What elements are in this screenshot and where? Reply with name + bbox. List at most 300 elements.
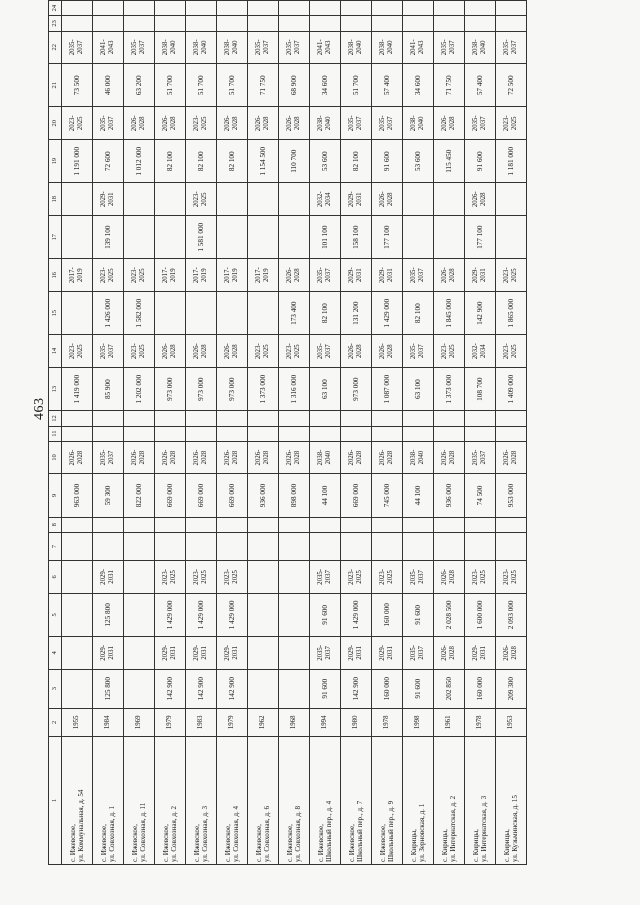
rotated-table-wrapper xyxy=(48,0,608,865)
table-cell xyxy=(310,532,341,560)
table-cell xyxy=(62,561,93,594)
table-cell xyxy=(496,216,527,259)
table-cell xyxy=(217,1,248,16)
table-cell: 91 600 xyxy=(465,140,496,183)
table-cell: 2029- 2031 xyxy=(465,259,496,292)
table-cell xyxy=(279,411,310,426)
table-cell: 158 100 xyxy=(341,216,372,259)
table-cell xyxy=(124,426,155,441)
table-cell: 669 000 xyxy=(186,474,217,517)
table-cell: 2035- 2037 xyxy=(93,335,124,368)
table-cell: 110 700 xyxy=(279,140,310,183)
table-cell xyxy=(248,517,279,532)
table-cell: 2026- 2028 xyxy=(217,441,248,474)
table-cell xyxy=(434,1,465,16)
table-cell: 51 700 xyxy=(341,64,372,107)
column-header: 20 xyxy=(49,107,62,140)
table-cell xyxy=(186,426,217,441)
table-cell: 63 100 xyxy=(403,367,434,410)
table-cell: 898 000 xyxy=(279,474,310,517)
table-cell: 91 600 xyxy=(403,593,434,636)
table-cell: 2026- 2028 xyxy=(155,441,186,474)
table-cell: 2023- 2025 xyxy=(496,561,527,594)
table-cell: 160 000 xyxy=(372,669,403,708)
column-header: 8 xyxy=(49,517,62,532)
table-cell: 2023- 2025 xyxy=(496,259,527,292)
table-cell xyxy=(186,517,217,532)
table-cell xyxy=(62,411,93,426)
table-cell: 1 600 000 xyxy=(465,593,496,636)
table-cell: 1 012 000 xyxy=(124,140,155,183)
table-cell xyxy=(155,291,186,334)
table-cell: 71 750 xyxy=(248,64,279,107)
table-cell xyxy=(279,532,310,560)
table-cell: 2032- 2034 xyxy=(310,183,341,216)
address-cell: с. Ижевское, ул. Совхозная, д. 2 xyxy=(155,736,186,864)
table-cell xyxy=(279,216,310,259)
table-cell: 2023- 2025 xyxy=(62,335,93,368)
table-cell: 973 000 xyxy=(341,367,372,410)
table-cell: 82 100 xyxy=(310,291,341,334)
table-cell: 1 581 000 xyxy=(186,216,217,259)
table-cell xyxy=(279,183,310,216)
table-cell: 2038- 2040 xyxy=(217,31,248,64)
table-cell xyxy=(434,532,465,560)
table-cell: 2026- 2028 xyxy=(124,107,155,140)
table-cell xyxy=(465,1,496,16)
table-cell: 2035- 2037 xyxy=(248,31,279,64)
table-cell xyxy=(62,593,93,636)
table-cell: 173 400 xyxy=(279,291,310,334)
table-cell xyxy=(403,532,434,560)
table-row xyxy=(341,1,372,865)
table-cell: 2 093 000 xyxy=(496,593,527,636)
table-cell: 1998 xyxy=(403,708,434,736)
table-cell: 2038- 2040 xyxy=(372,31,403,64)
table-cell: 51 700 xyxy=(217,64,248,107)
table-cell: 2035- 2037 xyxy=(434,31,465,64)
table-cell xyxy=(248,16,279,31)
table-cell: 131 200 xyxy=(341,291,372,334)
table-cell xyxy=(248,637,279,670)
table-cell: 1984 xyxy=(93,708,124,736)
table-cell: 59 300 xyxy=(93,474,124,517)
table-cell: 2023- 2025 xyxy=(186,107,217,140)
table-cell: 2023- 2025 xyxy=(186,183,217,216)
table-cell xyxy=(124,216,155,259)
table-cell xyxy=(124,637,155,670)
table-row xyxy=(93,1,124,865)
table-cell: 2038- 2040 xyxy=(403,107,434,140)
table-cell: 160 000 xyxy=(465,669,496,708)
table-cell: 2029- 2031 xyxy=(93,183,124,216)
table-cell: 125 800 xyxy=(93,669,124,708)
table-cell: 2029- 2031 xyxy=(93,637,124,670)
table-cell: 34 600 xyxy=(310,64,341,107)
table-row xyxy=(279,1,310,865)
table-cell: 2041- 2043 xyxy=(403,31,434,64)
table-cell: 2026- 2028 xyxy=(248,441,279,474)
table-cell: 73 500 xyxy=(62,64,93,107)
table-cell: 953 000 xyxy=(496,474,527,517)
table-cell: 68 900 xyxy=(279,64,310,107)
table-cell xyxy=(62,669,93,708)
table-cell xyxy=(248,561,279,594)
table-cell xyxy=(248,1,279,16)
table-cell: 2023- 2025 xyxy=(279,335,310,368)
column-header: 6 xyxy=(49,561,62,594)
table-cell xyxy=(93,16,124,31)
table-cell xyxy=(155,16,186,31)
table-cell: 2038- 2040 xyxy=(341,31,372,64)
table-cell xyxy=(248,411,279,426)
column-header: 23 xyxy=(49,16,62,31)
table-cell: 2035- 2037 xyxy=(465,441,496,474)
table-cell xyxy=(217,183,248,216)
table-cell xyxy=(217,426,248,441)
table-cell: 822 000 xyxy=(124,474,155,517)
table-cell: 1 429 000 xyxy=(186,593,217,636)
table-cell xyxy=(496,183,527,216)
table-cell xyxy=(465,532,496,560)
table-cell xyxy=(496,517,527,532)
table-cell: 973 000 xyxy=(217,367,248,410)
table-cell: 1978 xyxy=(372,708,403,736)
table-cell: 142 900 xyxy=(155,669,186,708)
table-row xyxy=(186,1,217,865)
table-cell xyxy=(217,532,248,560)
table-cell: 2029- 2031 xyxy=(93,561,124,594)
table-cell: 1968 xyxy=(279,708,310,736)
table-cell: 177 100 xyxy=(372,216,403,259)
data-table xyxy=(48,0,527,865)
table-cell: 2026- 2028 xyxy=(372,335,403,368)
table-cell xyxy=(279,669,310,708)
table-cell: 82 100 xyxy=(341,140,372,183)
table-cell: 2035- 2037 xyxy=(403,561,434,594)
table-cell: 51 700 xyxy=(186,64,217,107)
table-cell: 72 500 xyxy=(496,64,527,107)
table-cell xyxy=(217,216,248,259)
table-cell: 2023- 2025 xyxy=(93,259,124,292)
table-cell: 2026- 2028 xyxy=(279,441,310,474)
column-header: 7 xyxy=(49,532,62,560)
table-cell: 57 400 xyxy=(372,64,403,107)
table-cell xyxy=(279,561,310,594)
table-cell xyxy=(62,517,93,532)
table-cell xyxy=(186,16,217,31)
table-cell: 1955 xyxy=(62,708,93,736)
table-cell: 82 100 xyxy=(217,140,248,183)
table-cell: 82 100 xyxy=(403,291,434,334)
table-cell: 2 028 500 xyxy=(434,593,465,636)
table-cell: 2023- 2025 xyxy=(465,561,496,594)
table-cell: 1 373 000 xyxy=(434,367,465,410)
table-cell xyxy=(279,426,310,441)
table-cell: 1 409 000 xyxy=(496,367,527,410)
table-cell: 2038- 2040 xyxy=(465,31,496,64)
table-cell: 139 100 xyxy=(93,216,124,259)
address-cell: с. Кирицы, ул. Интернатская, д. 3 xyxy=(465,736,496,864)
table-cell: 209 300 xyxy=(496,669,527,708)
table-cell xyxy=(155,1,186,16)
table-cell: 2029- 2031 xyxy=(372,637,403,670)
table-cell: 1 154 500 xyxy=(248,140,279,183)
table-cell: 2038- 2040 xyxy=(403,441,434,474)
table-cell: 669 000 xyxy=(155,474,186,517)
table-cell: 2035- 2037 xyxy=(93,441,124,474)
table-cell: 2023- 2025 xyxy=(155,561,186,594)
table-cell xyxy=(310,517,341,532)
table-cell: 125 800 xyxy=(93,593,124,636)
table-cell: 1969 xyxy=(124,708,155,736)
table-cell: 1 845 000 xyxy=(434,291,465,334)
address-cell: с. Кирицы, ул. Кузьминская, д. 15 xyxy=(496,736,527,864)
address-cell: с. Ижевское, ул. Совхозная, д. 8 xyxy=(279,736,310,864)
table-cell xyxy=(372,1,403,16)
table-cell: 2035- 2037 xyxy=(403,259,434,292)
table-cell xyxy=(124,532,155,560)
table-cell: 2023- 2025 xyxy=(124,259,155,292)
table-cell xyxy=(124,411,155,426)
table-cell: 1 202 000 xyxy=(124,367,155,410)
table-cell: 142 900 xyxy=(465,291,496,334)
table-cell: 46 000 xyxy=(93,64,124,107)
table-cell xyxy=(248,669,279,708)
table-cell xyxy=(341,1,372,16)
table-cell xyxy=(62,16,93,31)
table-row xyxy=(62,1,93,865)
table-cell: 1994 xyxy=(310,708,341,736)
table-cell: 2035- 2037 xyxy=(93,107,124,140)
table-cell: 2026- 2028 xyxy=(186,441,217,474)
column-header: 13 xyxy=(49,367,62,410)
table-cell: 2029- 2031 xyxy=(186,637,217,670)
table-body xyxy=(62,1,527,865)
table-cell xyxy=(248,426,279,441)
address-cell: с. Ижевское, ул. Совхозная, д. 1 xyxy=(93,736,124,864)
table-cell xyxy=(403,411,434,426)
table-cell xyxy=(124,561,155,594)
table-cell: 115 450 xyxy=(434,140,465,183)
page-number: 463 xyxy=(32,397,47,420)
table-cell xyxy=(372,426,403,441)
column-header: 17 xyxy=(49,216,62,259)
table-cell: 44 100 xyxy=(310,474,341,517)
table-cell: 2026- 2028 xyxy=(217,107,248,140)
table-cell: 2035- 2037 xyxy=(124,31,155,64)
table-cell xyxy=(496,1,527,16)
table-cell xyxy=(155,517,186,532)
table-cell xyxy=(155,411,186,426)
table-cell xyxy=(434,216,465,259)
table-row xyxy=(248,1,279,865)
table-cell xyxy=(496,411,527,426)
table-cell: 82 100 xyxy=(155,140,186,183)
table-cell: 1962 xyxy=(248,708,279,736)
table-cell xyxy=(124,593,155,636)
table-row xyxy=(217,1,248,865)
table-cell: 1 582 000 xyxy=(124,291,155,334)
table-cell: 2026- 2028 xyxy=(341,441,372,474)
table-cell: 2035- 2037 xyxy=(403,335,434,368)
table-cell xyxy=(403,16,434,31)
table-cell xyxy=(93,426,124,441)
table-cell: 2038- 2040 xyxy=(186,31,217,64)
table-cell: 2029- 2031 xyxy=(341,259,372,292)
table-cell xyxy=(217,291,248,334)
column-header: 9 xyxy=(49,474,62,517)
table-cell: 91 600 xyxy=(372,140,403,183)
table-cell: 2023- 2025 xyxy=(186,561,217,594)
table-cell xyxy=(124,1,155,16)
table-cell xyxy=(248,183,279,216)
table-cell: 91 600 xyxy=(310,593,341,636)
column-header: 11 xyxy=(49,426,62,441)
table-cell xyxy=(186,1,217,16)
table-cell xyxy=(62,216,93,259)
table-cell xyxy=(217,517,248,532)
table-cell: 2026- 2028 xyxy=(434,441,465,474)
table-cell: 74 500 xyxy=(465,474,496,517)
table-cell xyxy=(465,411,496,426)
table-cell: 2035- 2037 xyxy=(310,259,341,292)
table-cell: 2026- 2028 xyxy=(496,637,527,670)
column-header: 15 xyxy=(49,291,62,334)
column-header: 3 xyxy=(49,669,62,708)
table-cell xyxy=(310,411,341,426)
table-cell xyxy=(496,16,527,31)
table-cell: 2029- 2031 xyxy=(465,637,496,670)
table-cell: 1980 xyxy=(341,708,372,736)
table-cell: 1 429 000 xyxy=(372,291,403,334)
table-cell: 2026- 2028 xyxy=(434,637,465,670)
table-cell xyxy=(62,1,93,16)
table-cell xyxy=(186,291,217,334)
table-cell: 745 000 xyxy=(372,474,403,517)
table-cell xyxy=(279,593,310,636)
table-cell xyxy=(341,16,372,31)
table-cell xyxy=(434,426,465,441)
table-cell: 2023- 2025 xyxy=(434,335,465,368)
table-cell xyxy=(155,183,186,216)
table-cell: 1953 xyxy=(496,708,527,736)
column-header: 12 xyxy=(49,411,62,426)
column-header: 16 xyxy=(49,259,62,292)
column-header: 21 xyxy=(49,64,62,107)
table-cell xyxy=(496,532,527,560)
table-cell: 142 900 xyxy=(186,669,217,708)
table-cell xyxy=(279,637,310,670)
table-cell xyxy=(372,16,403,31)
table-cell xyxy=(62,532,93,560)
table-cell: 2017- 2019 xyxy=(155,259,186,292)
column-header: 4 xyxy=(49,637,62,670)
column-header: 18 xyxy=(49,183,62,216)
table-cell: 2041- 2043 xyxy=(93,31,124,64)
table-cell xyxy=(62,637,93,670)
table-cell: 63 100 xyxy=(310,367,341,410)
table-cell: 2029- 2031 xyxy=(217,637,248,670)
table-cell xyxy=(62,183,93,216)
table-cell: 2035- 2037 xyxy=(310,335,341,368)
table-cell xyxy=(217,16,248,31)
table-cell xyxy=(155,426,186,441)
table-cell: 51 700 xyxy=(155,64,186,107)
table-cell xyxy=(465,16,496,31)
table-cell: 44 100 xyxy=(403,474,434,517)
table-cell: 963 000 xyxy=(62,474,93,517)
table-cell: 2023- 2025 xyxy=(217,561,248,594)
table-cell xyxy=(93,532,124,560)
table-cell: 2035- 2037 xyxy=(372,107,403,140)
table-row xyxy=(155,1,186,865)
table-cell: 57 400 xyxy=(465,64,496,107)
table-cell xyxy=(341,517,372,532)
table-cell: 2035- 2037 xyxy=(403,637,434,670)
table-cell: 2023- 2025 xyxy=(372,561,403,594)
table-cell: 2038- 2040 xyxy=(155,31,186,64)
table-cell xyxy=(496,426,527,441)
table-cell: 2029- 2031 xyxy=(341,183,372,216)
column-header: 22 xyxy=(49,31,62,64)
table-cell xyxy=(434,411,465,426)
table-cell xyxy=(341,426,372,441)
table-cell: 2026- 2028 xyxy=(434,561,465,594)
table-cell: 82 100 xyxy=(186,140,217,183)
table-cell: 2026- 2028 xyxy=(434,107,465,140)
table-cell: 85 900 xyxy=(93,367,124,410)
table-cell: 2026- 2028 xyxy=(248,107,279,140)
table-cell: 2035- 2037 xyxy=(310,637,341,670)
table-cell: 2035- 2037 xyxy=(341,107,372,140)
table-cell: 1979 xyxy=(155,708,186,736)
table-cell: 936 000 xyxy=(248,474,279,517)
table-cell: 936 000 xyxy=(434,474,465,517)
table-cell: 1983 xyxy=(186,708,217,736)
table-cell: 2035- 2037 xyxy=(279,31,310,64)
table-cell: 2026- 2028 xyxy=(465,183,496,216)
table-cell: 177 100 xyxy=(465,216,496,259)
address-cell: с. Ижевское, ул. Коммунальная, д. 54 xyxy=(62,736,93,864)
table-cell: 1 429 000 xyxy=(155,593,186,636)
table-cell: 72 600 xyxy=(93,140,124,183)
table-cell xyxy=(341,532,372,560)
table-cell xyxy=(155,532,186,560)
table-cell xyxy=(310,426,341,441)
table-cell xyxy=(372,532,403,560)
table-cell: 91 600 xyxy=(310,669,341,708)
table-cell: 2041- 2043 xyxy=(310,31,341,64)
table-cell: 1 426 000 xyxy=(93,291,124,334)
table-cell xyxy=(310,1,341,16)
table-cell: 1 316 000 xyxy=(279,367,310,410)
table-cell xyxy=(372,411,403,426)
table-cell xyxy=(403,1,434,16)
table-cell xyxy=(341,411,372,426)
table-cell: 2026- 2028 xyxy=(372,441,403,474)
table-cell: 1978 xyxy=(465,708,496,736)
table-cell: 53 600 xyxy=(310,140,341,183)
table-cell: 142 900 xyxy=(341,669,372,708)
address-cell: с. Ижевское, Школьный пер., д. 9 xyxy=(372,736,403,864)
table-cell: 2026- 2028 xyxy=(279,107,310,140)
table-cell: 2023- 2025 xyxy=(496,107,527,140)
table-cell xyxy=(248,593,279,636)
table-row xyxy=(434,1,465,865)
table-cell: 973 000 xyxy=(186,367,217,410)
table-cell: 2026- 2028 xyxy=(279,259,310,292)
